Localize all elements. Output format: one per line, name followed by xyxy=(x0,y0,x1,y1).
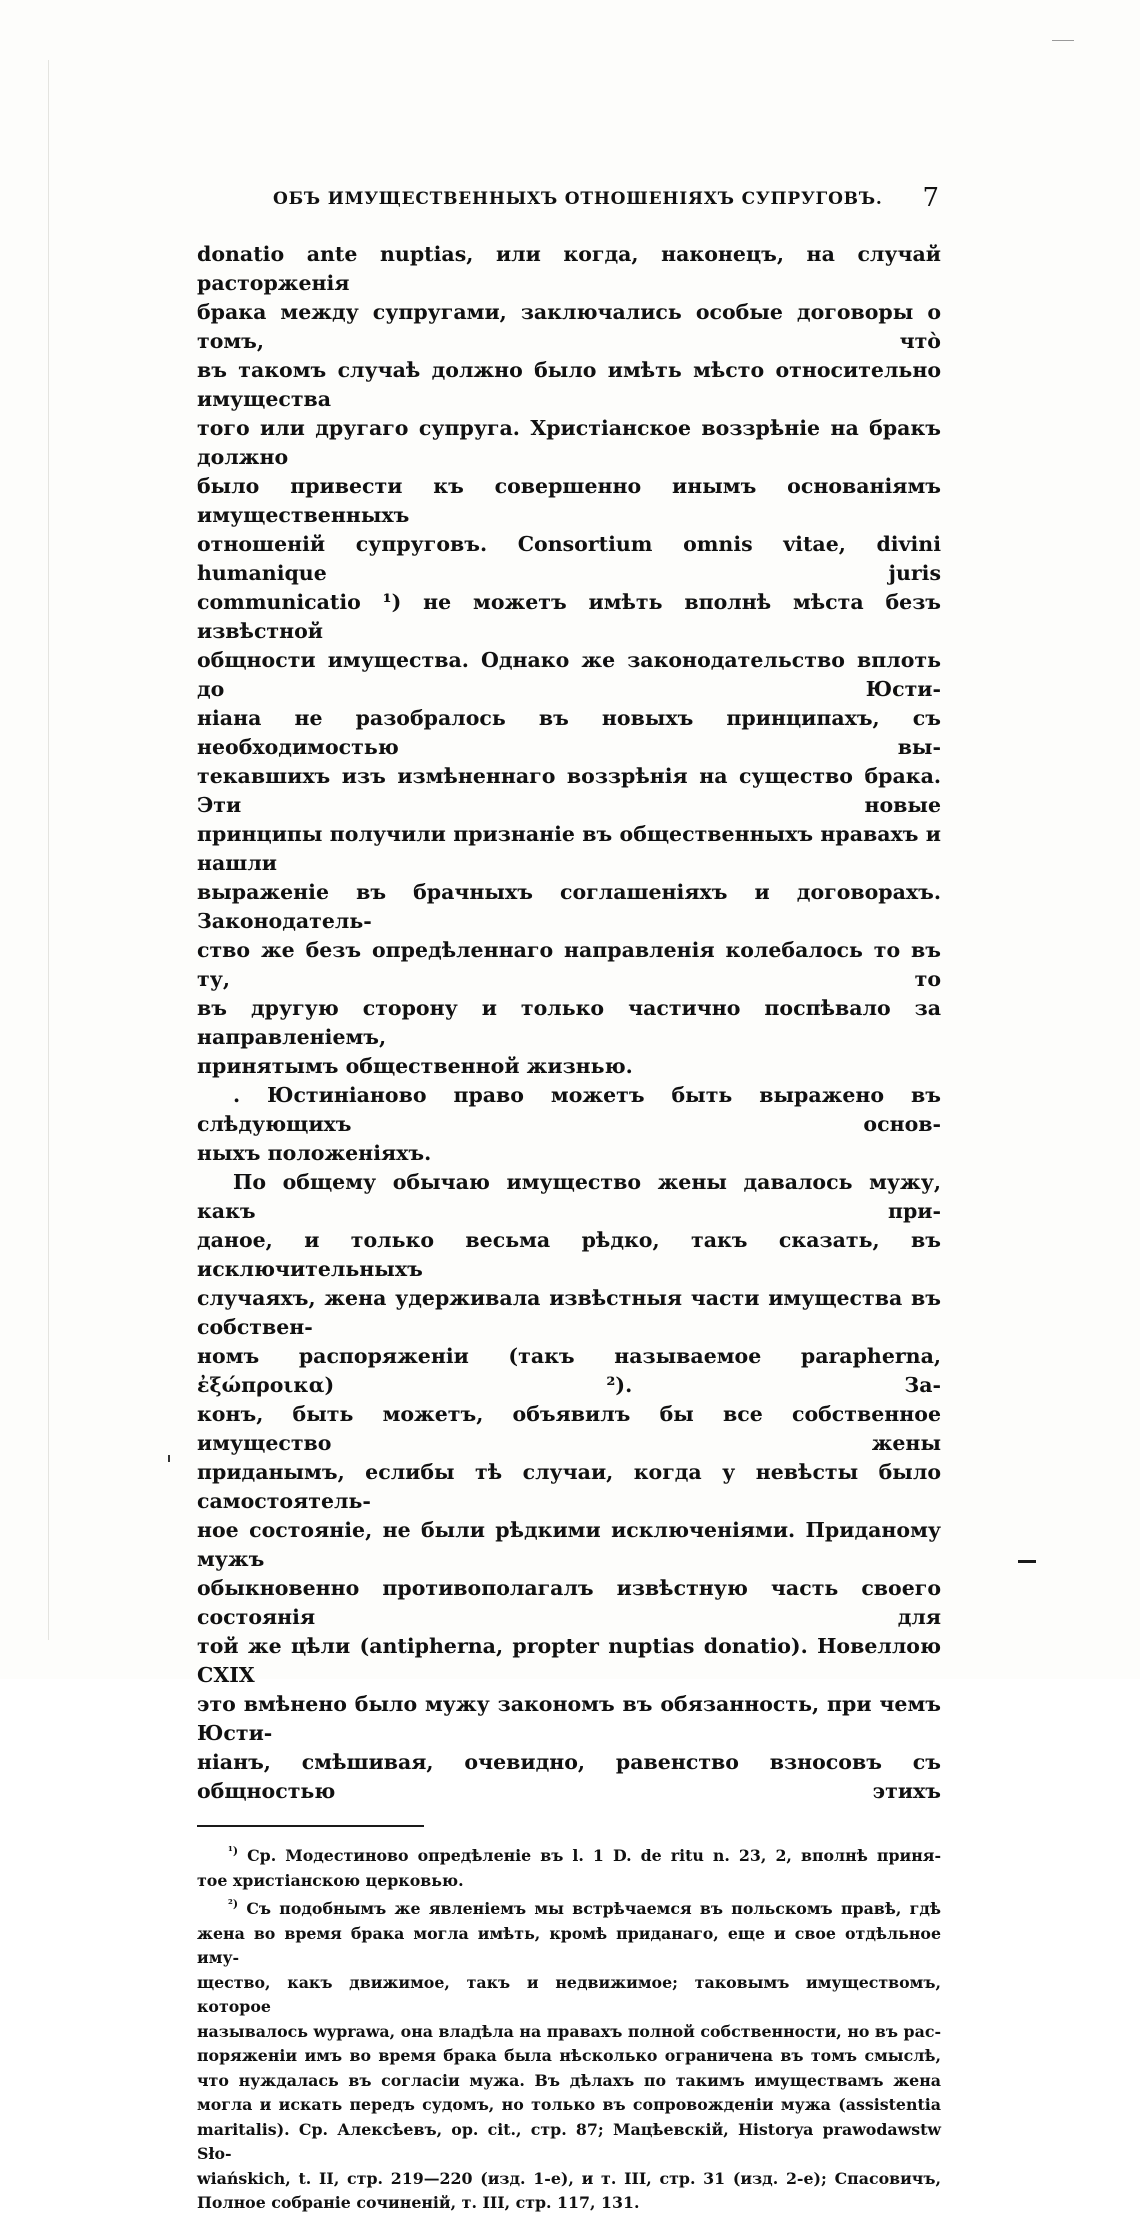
footnote-line: тое христіанскою церковью. xyxy=(197,1870,464,1890)
text-line: communicatio ¹) не можетъ имѣть вполнѣ мѣста безъ извѣстной xyxy=(197,590,941,643)
text-line: той же цѣли (antipherna, propter nuptias donatio). Новеллою CXIX xyxy=(197,1634,941,1687)
footnote-separator xyxy=(197,1825,424,1827)
text-line: ное состояніе, не были рѣдкими исключеніями. Приданому мужъ xyxy=(197,1518,941,1571)
footnote-line: называлось wyprawa, она владѣла на правахъ полной собственности, но въ рас- xyxy=(197,2021,941,2041)
footnote-line: жена во время брака могла имѣть, кромѣ приданаго, еще и свое отдѣльное иму- xyxy=(197,1923,941,1967)
footnote-line xyxy=(197,1844,941,1869)
text-line: ныхъ положеніяхъ. xyxy=(197,1141,432,1165)
text-line: ство же безъ опредѣленнаго направленія колебалось то въ ту, то xyxy=(197,938,941,991)
text-line: donatio ante nuptias, или когда, наконецъ, на случай расторженія xyxy=(197,242,941,295)
footnote-line: могла и искать передъ судомъ, но только въ сопровожденіи мужа (assistentia xyxy=(197,2095,941,2114)
paragraph-1 xyxy=(197,240,941,1081)
text-line: даное, и только весьма рѣдко, такъ сказать, въ исключительныхъ xyxy=(197,1228,941,1281)
footnote-2 xyxy=(197,1897,941,2216)
text-line: отношеній супруговъ. Consortium omnis vitae, divini humanique juris xyxy=(197,532,941,585)
footnote-line: щество, какъ движимое, такъ и недвижимое; таковымъ имуществомъ, которое xyxy=(197,1972,941,2016)
running-header xyxy=(197,183,941,213)
page-number: 7 xyxy=(922,183,939,213)
text-line: принципы получили признаніе въ общественныхъ нравахъ и нашли xyxy=(197,822,941,875)
footnote-marker: ¹) xyxy=(228,1844,239,1858)
footnote-1 xyxy=(197,1844,941,1893)
scan-edge-line xyxy=(48,60,49,1640)
footnote-text: Съ подобнымъ же явленіемъ мы встрѣчаемся въ польскомъ правѣ, гдѣ xyxy=(246,1899,941,1918)
text-line: это вмѣнено было мужу закономъ въ обязанность, при чемъ Юсти- xyxy=(197,1692,941,1745)
scan-edge-mark-top xyxy=(1052,40,1074,41)
text-line: въ такомъ случаѣ должно было имѣть мѣсто относительно имущества xyxy=(197,358,941,411)
paragraph-2 xyxy=(197,1081,941,1168)
footnote-line: maritalis). Ср. Алексѣевъ, op. cit., стр. 87; Мацѣевскій, Historya prawodawstw Sło- xyxy=(197,2119,941,2163)
text-line: приданымъ, еслибы тѣ случаи, когда у невѣсты было самостоятель- xyxy=(197,1460,941,1513)
footnotes xyxy=(197,1844,941,2216)
text-line: случаяхъ, жена удерживала извѣстныя части имущества въ собствен- xyxy=(197,1286,941,1339)
text-line: конъ, быть можетъ, объявилъ бы все собственное имущество жены xyxy=(197,1402,941,1455)
footnote-line: что нуждалась въ согласіи мужа. Въ дѣлахъ по такимъ имуществамъ жена xyxy=(197,2070,941,2090)
text-line: . Юстиніаново право можетъ быть выражено въ слѣдующихъ основ- xyxy=(197,1083,941,1136)
footnote-line: Полное собраніе сочиненій, т. III, стр. 117, 131. xyxy=(197,2193,640,2212)
main-text xyxy=(197,240,941,2216)
header-title: ОБЪ ИМУЩЕСТВЕННЫХЪ ОТНОШЕНІЯХЪ СУПРУГОВЪ. xyxy=(273,189,883,209)
paragraph-3 xyxy=(197,1168,941,1806)
text-line: ніана не разобралось въ новыхъ принципахъ, съ необходимостью вы- xyxy=(197,706,941,759)
text-line: По общему обычаю имущество жены давалось мужу, какъ при- xyxy=(197,1170,941,1223)
text-line: въ другую сторону и только частично поспѣвало за направленіемъ, xyxy=(197,996,941,1049)
text-line: брака между супругами, заключались особые договоры о томъ, что̀ xyxy=(197,300,941,353)
text-line: номъ распоряженіи (такъ называемое parapherna, ἐξώπροικα) ²). За- xyxy=(197,1344,941,1397)
footnote-marker: ²) xyxy=(228,1897,239,1911)
footnote-text: Ср. Модестиново опредѣленіе въ l. 1 D. de ritu n. 23, 2, вполнѣ приня- xyxy=(247,1846,941,1865)
text-line: общности имущества. Однако же законодательство вплоть до Юсти- xyxy=(197,648,941,701)
footnote-line: поряженіи имъ во время брака была нѣсколько ограничена въ томъ смыслѣ, xyxy=(197,2046,941,2065)
text-line: текавшихъ изъ измѣненнаго воззрѣнія на существо брака. Эти новые xyxy=(197,764,941,817)
text-line: выраженіе въ брачныхъ соглашеніяхъ и договорахъ. Законодатель- xyxy=(197,880,941,933)
footnote-line: wiańskich, t. II, стр. 219—220 (изд. 1-е), и т. III, стр. 31 (изд. 2-е); Спасовичъ, xyxy=(197,2168,941,2188)
text-line: принятымъ общественной жизнью. xyxy=(197,1054,633,1078)
footnote-line xyxy=(197,1897,941,1922)
stray-ink-mark xyxy=(168,1455,170,1462)
text-line: ніанъ, смѣшивая, очевидно, равенство взносовъ съ общностью этихъ xyxy=(197,1750,941,1803)
text-line: того или другаго супруга. Христіанское воззрѣніе на бракъ должно xyxy=(197,416,941,469)
text-line: обыкновенно противополагалъ извѣстную часть своего состоянія для xyxy=(197,1576,941,1629)
scan-edge-mark-bottom xyxy=(1018,1560,1036,1563)
text-line: было привести къ совершенно инымъ основаніямъ имущественныхъ xyxy=(197,474,941,527)
